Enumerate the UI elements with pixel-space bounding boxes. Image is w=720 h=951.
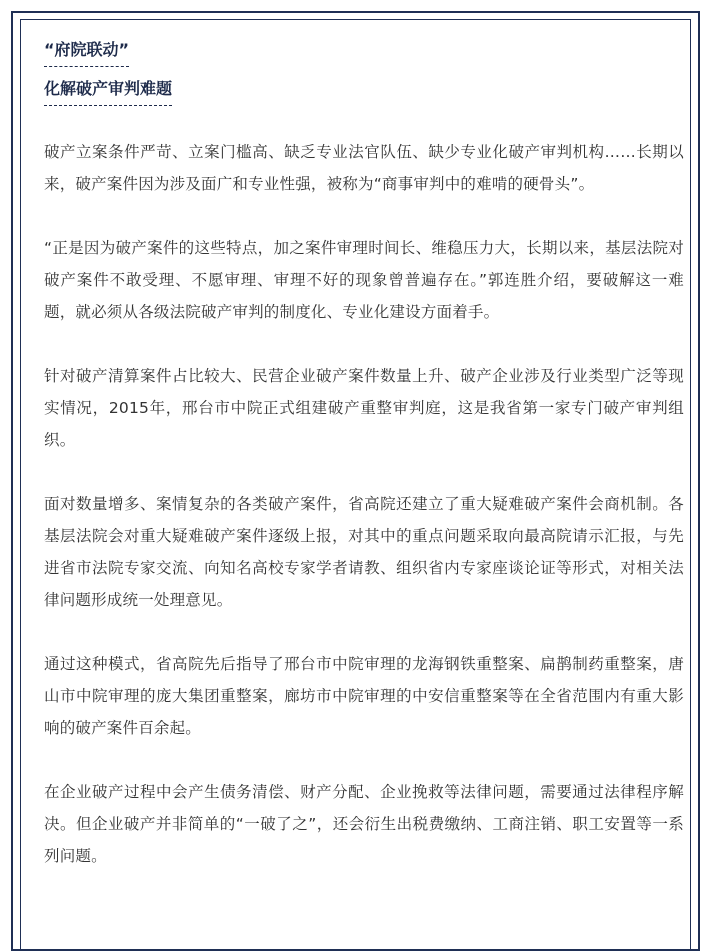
- paragraph: 针对破产清算案件占比较大、民营企业破产案件数量上升、破产企业涉及行业类型广泛等现实情况，2015年，邢台市中院正式组建破产重整审判庭，这是我省第一家专门破产审判组织。: [44, 367, 684, 449]
- paragraph: “正是因为破产案件的这些特点，加之案件审理时间长、维稳压力大，长期以来，基层法院对破产案件不敢受理、不愿审理、审理不好的现象曾普遍存在。”郭连胜介绍，要破解这一难题，就必须从各级法院破产审判的制度化、专业化建设方面着手。: [44, 239, 684, 321]
- section-heading-block: [44, 36, 684, 106]
- paragraph: 面对数量增多、案情复杂的各类破产案件，省高院还建立了重大疑难破产案件会商机制。各基层法院会对重大疑难破产案件逐级上报，对其中的重点问题采取向最高院请示汇报，与先进省市法院专家交流、向知名高校专家学者请教、组织省内专家座谈论证等形式，对相关法律问题形成统一处理意见。: [44, 495, 684, 609]
- section-heading-line1: “府院联动”: [44, 40, 129, 67]
- article-content: [44, 36, 684, 904]
- paragraph: 通过这种模式，省高院先后指导了邢台市中院审理的龙海钢铁重整案、扁鹊制药重整案，唐山市中院审理的庞大集团重整案，廊坊市中院审理的中安信重整案等在全省范围内有重大影响的破产案件百余起。: [44, 655, 684, 737]
- paragraph: 在企业破产过程中会产生债务清偿、财产分配、企业挽救等法律问题，需要通过法律程序解决。但企业破产并非简单的“一破了之”，还会衍生出税费缴纳、工商注销、职工安置等一系列问题。: [44, 783, 684, 865]
- section-heading-line2: 化解破产审判难题: [44, 79, 172, 106]
- paragraph: 破产立案条件严苛、立案门槛高、缺乏专业法官队伍、缺少专业化破产审判机构……长期以来，破产案件因为涉及面广和专业性强，被称为“商事审判中的难啃的硬骨头”。: [44, 143, 684, 193]
- article-body: [44, 136, 684, 872]
